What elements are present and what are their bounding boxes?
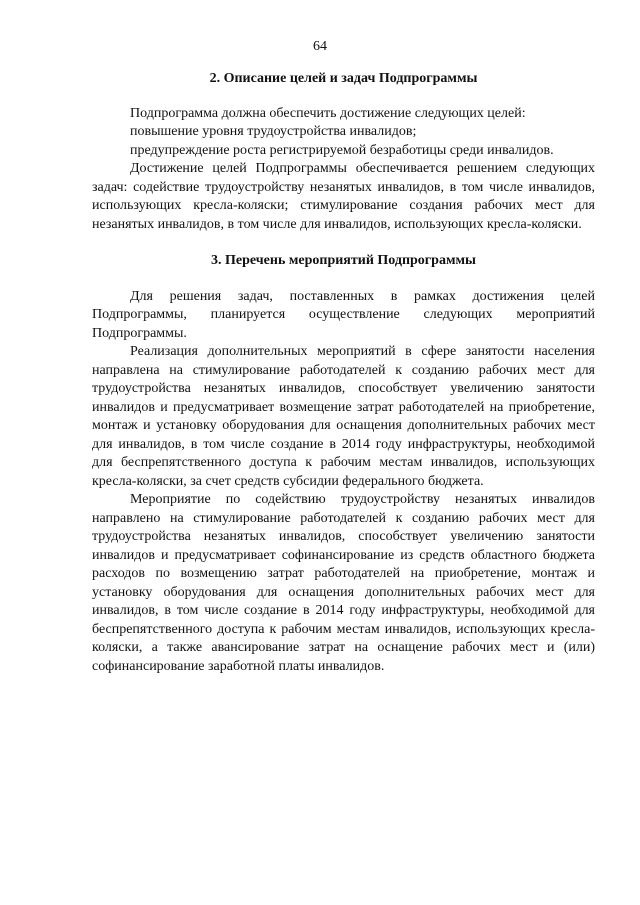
tasks-paragraph: Достижение целей Подпрограммы обеспечивается решением следующих задач: содействие трудоустройству незанятых инвалидов, в том числе инвалидов, использующих кресла-коляски; стимулирование создания рабочих мест для незанятых инвалидов, в том числе для инвалидов, использующих кресла-коляски. [92, 161, 595, 232]
section-2-heading: 2. Описание целей и задач Подпрограммы [209, 71, 478, 86]
goal-item-unemployment: предупреждение роста регистрируемой безработицы среди инвалидов. [130, 142, 554, 158]
additional-measures-paragraph: Реализация дополнительных мероприятий в сфере занятости населения направлена на стимулирование работодателей к созданию рабочих мест для трудоустройства незанятых инвалидов, способствует увеличению занятости инвалидов и предусматривает возмещение затрат работодателей на приобретение, монтаж и установку оборудования для оснащения дополнительных рабочих мест для инвалидов, в том числе создание в 2014 году инфраструктуры, необходимой для беспрепятственного доступа к рабочим местам инвалидов, использующих кресла-коляски, за счет средств субсидии федерального бюджета. [92, 344, 595, 489]
employment-assistance-paragraph: Мероприятие по содействию трудоустройству незанятых инвалидов направлено на стимулирование работодателей к созданию рабочих мест для трудоустройства незанятых инвалидов, способствует увеличению занятости инвалидов и предусматривает софинансирование из средств областного бюджета расходов по возмещению затрат работодателей на приобретение, монтаж и установку оборудования для оснащения дополнительных рабочих мест для инвалидов, в том числе создание в 2014 году инфраструктуры, необходимой для беспрепятственного доступа к рабочим местам инвалидов, использующих кресла-коляски, а также авансирование затрат на оснащение рабочих мест и (или) софинансирование заработной платы инвалидов. [92, 492, 595, 674]
goals-intro-line: Подпрограмма должна обеспечить достижение следующих целей: [130, 105, 526, 121]
section-3-heading: 3. Перечень мероприятий Подпрограммы [211, 253, 476, 268]
page-number: 64 [313, 39, 327, 54]
page-content [92, 70, 595, 676]
measures-intro-paragraph: Для решения задач, поставленных в рамках достижения целей Подпрограммы, планируется осуществление следующих мероприятий Подпрограммы. [92, 288, 595, 341]
goal-item-employment: повышение уровня трудоустройства инвалидов; [130, 124, 417, 139]
